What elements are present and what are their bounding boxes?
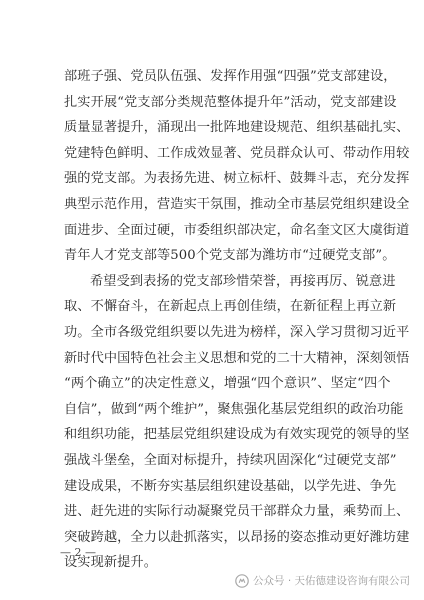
paragraph-line: 强的党支部。为表扬先进、树立标杆、鼓舞斗志，充分发挥: [64, 171, 410, 187]
page-number: — 2 —: [60, 546, 96, 559]
paragraph-line: 建设成果，不断夯实基层组织建设基础，以学先进、争先: [64, 478, 397, 494]
paragraph-line: 希望受到表扬的党支部珍惜荣誉，再接再厉、锐意进: [90, 273, 396, 289]
paragraph-line: 部班子强、党员队伍强、发挥作用强“四强”党支部建设，: [64, 69, 397, 84]
paragraph-line: 青年人才党支部等500个党支部为潍坊市“过硬党支部”。: [64, 248, 396, 264]
watermark-text: 公众号 · 天佑德建设咨询有限公司: [252, 575, 410, 587]
paragraph-line: 面进步、全面过硬，市委组织部决定，命名奎文区大虞街道: [64, 222, 410, 238]
paragraph-line: 和组织功能，把基层党组织建设成为有效实现党的领导的坚: [64, 427, 410, 443]
paragraph-line: 进、赶先进的实际行动凝聚党员干部群众力量，乘势而上、: [64, 504, 410, 520]
wechat-official-account-icon: [235, 574, 249, 588]
paragraph-line: 设实现新提升。: [64, 555, 158, 571]
document-body: [64, 64, 410, 576]
paragraph-line: 取、不懈奋斗，在新起点上再创佳绩，在新征程上再立新: [64, 299, 397, 315]
paragraph-line: 强战斗堡垒，全面对标提升，持续巩固深化“过硬党支部”: [64, 452, 397, 468]
paragraph-line: 质量显著提升，涌现出一批阵地建设规范、组织基础扎实、: [64, 120, 410, 136]
paragraph-line: 功。全市各级党组织要以先进为榜样，深入学习贯彻习近平: [64, 324, 410, 340]
paragraph-line: 扎实开展“党支部分类规范整体提升年”活动，党支部建设: [64, 94, 397, 110]
paragraph-line: 典型示范作用，营造实干氛围，推动全市基层党组织建设全: [64, 196, 410, 212]
paragraph-line: “两个确立”的决定性意义，增强“四个意识”、坚定“四个: [64, 376, 391, 392]
paragraph-line: 党建特色鲜明、工作成效显著、党员群众认可、带动作用较: [64, 145, 410, 161]
watermark: [235, 573, 410, 588]
paragraph-line: 突破跨越，全力以赴抓落实，以昂扬的姿态推动更好潍坊建: [64, 529, 410, 545]
paragraph-line: 自信”，做到“两个维护”，聚焦强化基层党组织的政治功能: [64, 401, 404, 417]
paragraph-line: 新时代中国特色社会主义思想和党的二十大精神，深刻领悟: [64, 350, 410, 366]
